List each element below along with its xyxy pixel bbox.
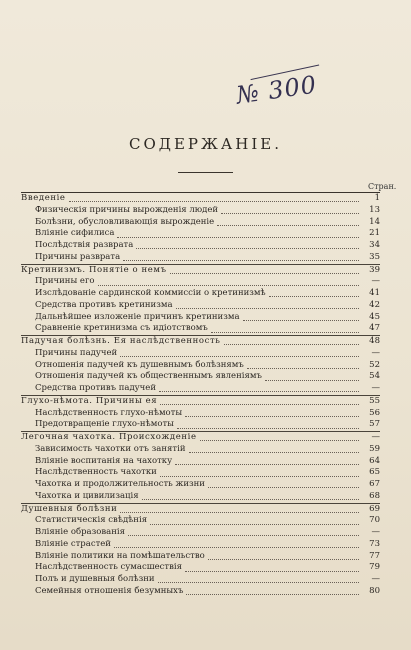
toc-entry-title: Изслѣдованіе сардинской коммиссіи о кретинизмѣ [35,288,266,298]
toc-section-row [21,192,380,205]
toc-row [21,586,380,598]
toc-page-number: 73 [369,538,380,549]
toc-page-number: — [371,347,380,358]
dot-leader [120,350,359,357]
toc-entry-title: Глухо-нѣмота. Причины ея [21,395,158,406]
toc-row [21,228,380,240]
toc-page-number: 39 [369,264,380,275]
dot-leader [114,541,359,548]
toc-page-number: 54 [369,371,380,382]
dot-leader [159,385,359,392]
toc-row [21,383,380,395]
toc-entry-title: Введеніе [21,193,66,203]
toc-page-number: 52 [369,359,380,370]
toc-section-row [21,431,380,444]
toc-row [21,551,380,563]
dot-leader [265,374,359,381]
toc-page-number: 13 [369,204,380,215]
dot-leader [211,326,359,333]
toc-entry-title: Чахотка и цивилизація [35,490,139,501]
toc-section-row [21,395,380,408]
toc-entry-title: Болѣзни, обусловливающія вырожденіе [35,216,215,227]
dot-leader [176,302,359,309]
inventory-stamp: № 300 [234,70,319,110]
dot-leader [69,195,359,202]
dot-leader [128,529,359,536]
toc-entry-title: Падучая болѣзнь. Ея наслѣдственность [21,336,221,346]
dot-leader [186,588,359,595]
toc-page-number: — [371,574,380,584]
toc-page-number: — [371,527,380,537]
toc-row [21,252,380,264]
toc-row [21,240,380,252]
toc-page-number: 57 [369,419,380,430]
page-column-heading: Стран. [368,182,397,191]
toc-page-number: 55 [369,395,380,406]
toc-row [21,479,380,491]
toc-row [21,205,380,217]
toc-page-number: 64 [369,455,380,466]
toc-page-number: — [371,383,380,393]
toc-row [21,348,380,360]
toc-page-number: 48 [369,336,380,346]
dot-leader [208,481,359,488]
table-of-contents [21,192,380,598]
toc-page-number: 69 [369,503,380,514]
dot-leader [269,290,359,297]
toc-page-number: 67 [369,479,380,489]
toc-page-number: 42 [369,299,380,310]
toc-section-row [21,503,380,516]
toc-entry-title: Сравненіе кретинизма съ идіотствомъ [35,323,208,334]
toc-row [21,323,380,335]
toc-entry-title: Причины его [35,276,95,287]
toc-page-number: 65 [369,467,380,478]
toc-entry-title: Наслѣдственность сумасшествія [35,562,182,573]
toc-page-number: — [371,276,380,287]
toc-entry-title: Наслѣдственность глухо-нѣмоты [35,407,183,418]
toc-entry-title: Полъ и душевныя болѣзни [35,574,155,584]
toc-page-number: 41 [369,288,380,298]
dot-leader [247,362,359,369]
toc-row [21,419,380,431]
toc-entry-title: Легочная чахотка. Происхожденіе [21,432,197,442]
toc-entry-title: Причины падучей [35,347,118,358]
toc-row [21,371,380,383]
dot-leader [117,231,359,238]
toc-entry-title: Средства противъ падучей [35,383,156,393]
toc-entry-title: Предотвращеніе глухо-нѣмоты [35,419,174,430]
title-divider [178,172,233,173]
dot-leader [136,242,359,249]
toc-row [21,527,380,539]
toc-row [21,574,380,586]
toc-row [21,562,380,574]
toc-page-number: 34 [369,240,380,250]
toc-entry-title: Семейныя отношенія безумныхъ [35,585,184,596]
toc-page-number: — [371,432,380,442]
toc-row [21,467,380,479]
dot-leader [185,410,359,417]
toc-entry-title: Вліяніе образованія [35,527,125,537]
toc-entry-title: Физическія причины вырожденія людей [35,204,219,215]
toc-entry-title: Послѣдствія разврата [35,240,134,250]
toc-entry-title: Душевныя болѣзни [21,503,118,514]
dot-leader [158,576,359,583]
toc-page-number: 68 [369,490,380,501]
toc-row [21,312,380,324]
toc-entry-title: Дальнѣйшее изложеніе причинъ кретинизма [35,311,240,322]
toc-entry-title: Кретинизмъ. Понятіе о немъ [21,264,167,275]
toc-row [21,217,380,229]
toc-entry-title: Отношенія падучей къ душевнымъ болѣзнямъ [35,359,244,370]
toc-row [21,491,380,503]
toc-section-row [21,335,380,348]
toc-page-number: 21 [369,228,380,239]
toc-page-number: 77 [369,550,380,561]
toc-page-number: 47 [369,323,380,334]
dot-leader [221,207,359,214]
toc-page-number: 14 [369,216,380,227]
toc-entry-title: Чахотка и продолжительность жизни [35,479,205,489]
toc-entry-title: Причины разврата [35,251,121,262]
dot-leader [177,422,359,429]
toc-entry-title: Вліяніе воспитанія на чахотку [35,455,173,466]
toc-page-number: 1 [374,193,380,203]
toc-entry-title: Зависимость чахотки отъ занятій [35,443,186,454]
toc-entry-title: Вліяніе политики на помѣшательство [35,550,205,561]
toc-entry-title: Наслѣдственность чахотки [35,467,157,478]
dot-leader [175,458,359,465]
toc-page-number: 45 [369,311,380,322]
toc-page-number: 35 [369,251,380,262]
toc-row [21,456,380,468]
dot-leader [150,518,359,525]
toc-row [21,444,380,456]
dot-leader [123,254,359,261]
toc-row [21,276,380,288]
toc-row [21,360,380,372]
toc-section-row [21,264,380,277]
dot-leader [142,493,359,500]
toc-page-number: 70 [369,515,380,526]
toc-entry-title: Отношенія падучей къ общественнымъ явленіямъ [35,371,262,382]
dot-leader [160,470,359,477]
toc-entry-title: Вліяніе страстей [35,538,111,549]
toc-page-number: 56 [369,407,380,418]
toc-entry-title: Вліяніе сифилиса [35,228,115,239]
dot-leader [120,506,359,513]
dot-leader [170,267,359,274]
dot-leader [217,219,359,226]
toc-page-number: 79 [369,562,380,573]
toc-page-number: 59 [369,443,380,454]
dot-leader [185,565,359,572]
toc-row [21,515,380,527]
toc-entry-title: Средства противъ кретинизма [35,299,173,310]
page-title: СОДЕРЖАНІЕ. [129,135,282,153]
toc-row [21,300,380,312]
toc-row [21,539,380,551]
dot-leader [243,314,359,321]
dot-leader [200,434,359,441]
toc-row [21,288,380,300]
toc-entry-title: Статистическія свѣдѣнія [35,515,148,526]
dot-leader [160,398,359,405]
toc-page-number: 80 [369,585,380,596]
dot-leader [224,338,360,345]
dot-leader [189,446,360,453]
toc-row [21,408,380,420]
dot-leader [98,279,359,286]
dot-leader [208,553,359,560]
